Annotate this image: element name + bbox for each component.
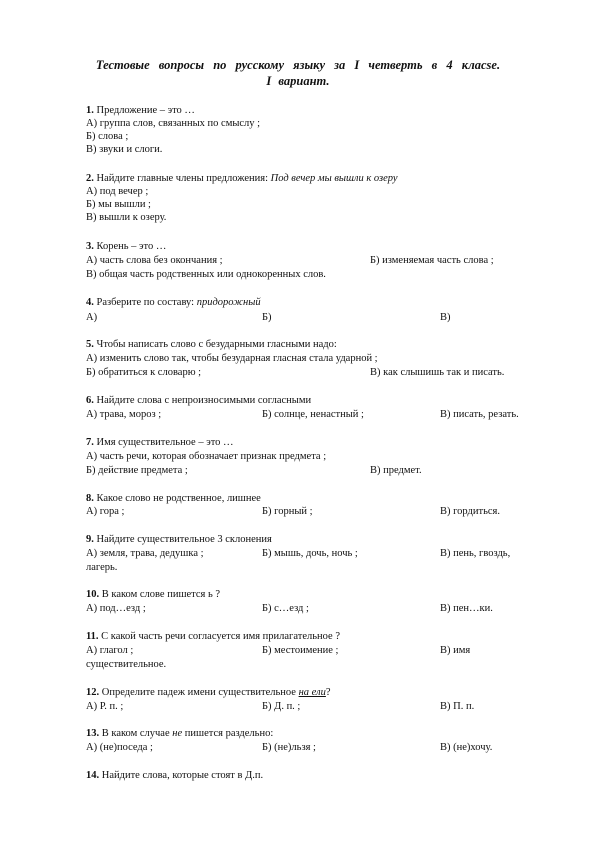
answer-a: А) трава, мороз ; xyxy=(86,409,162,420)
answer-a: А) глагол ; xyxy=(86,645,134,656)
answer-c: В) П. п. xyxy=(440,701,475,712)
answer-c: В) общая часть родственных или однокоренных слов. xyxy=(86,269,326,280)
answer-c: В) xyxy=(440,312,451,323)
answer-c: В) имя xyxy=(440,645,471,656)
answer-c: В) предмет. xyxy=(370,465,422,476)
answer-b: Б) действие предмета ; xyxy=(86,465,188,476)
question-text: 9. Найдите существительное 3 склонения xyxy=(86,534,272,545)
answer-a: А) (не)поседа ; xyxy=(86,742,153,753)
answer-b: Б) слова ; xyxy=(86,131,129,142)
answer-c: В) гордиться. xyxy=(440,506,500,517)
answer-c: В) пен…ки. xyxy=(440,603,493,614)
answer-a: А) Р. п. ; xyxy=(86,701,124,712)
question-text: 1. Предложение – это … xyxy=(86,105,195,116)
answer-a-continued: существительное. xyxy=(86,659,167,670)
answer-a: А) под…езд ; xyxy=(86,603,146,614)
answer-a: А) группа слов, связанных по смыслу ; xyxy=(86,118,261,129)
answer-c: В) (не)хочу. xyxy=(440,742,493,753)
question-text: 11. С какой часть речи согласуется имя прилагательное ? xyxy=(86,631,340,642)
answer-b: Б) мы вышли ; xyxy=(86,199,151,210)
answer-b: Б) с…езд ; xyxy=(262,603,309,614)
answer-a: А) под вечер ; xyxy=(86,186,149,197)
answer-c: В) как слышишь так и писать. xyxy=(370,367,505,378)
answer-a: А) гора ; xyxy=(86,506,125,517)
question-text: 10. В каком слове пишется ь ? xyxy=(86,589,221,600)
answer-b: Б) Д. п. ; xyxy=(262,701,301,712)
answer-a: А) xyxy=(86,312,98,323)
answer-b: Б) обратиться к словарю ; xyxy=(86,367,202,378)
question-text: 7. Имя существительное – это … xyxy=(86,437,234,448)
answer-b: Б) местоимение ; xyxy=(262,645,339,656)
answer-c: В) писать, резать. xyxy=(440,409,519,420)
title-line-1: Тестовые вопросы по русскому языку за I четверть в 4 класse. xyxy=(95,58,501,72)
answer-b: Б) мышь, дочь, ночь ; xyxy=(262,548,358,559)
answer-a: А) часть речи, которая обозначает признак предмета ; xyxy=(86,451,327,462)
question-text: 2. Найдите главные члены предложения: Под вечер мы вышли к озеру xyxy=(86,173,398,184)
answer-b: Б) (не)льзя ; xyxy=(262,742,316,753)
answer-c: В) звуки и слоги. xyxy=(86,144,163,155)
answer-b: Б) изменяемая часть слова ; xyxy=(370,255,494,266)
question-text: 13. В каком случае не пишется раздельно: xyxy=(86,728,274,739)
question-text: 4. Разберите по составу: придорожный xyxy=(86,297,261,308)
answer-a: А) часть слова без окончания ; xyxy=(86,255,223,266)
answer-c: В) вышли к озеру. xyxy=(86,212,167,223)
question-text: 12. Определите падеж имени существительное на ели? xyxy=(86,687,331,698)
answer-c: В) пень, гвоздь, xyxy=(440,548,511,559)
question-text: 5. Чтобы написать слово с безударными гласными надо: xyxy=(86,339,337,350)
question-text: 3. Корень – это … xyxy=(86,241,167,252)
answer-a-continued: лагерь. xyxy=(86,562,118,573)
answer-a: А) изменить слово так, чтобы безударная гласная стала ударной ; xyxy=(86,353,378,364)
answer-a: А) земля, трава, дедушка ; xyxy=(86,548,204,559)
question-text: 8. Какое слово не родственное, лишнее xyxy=(86,493,261,504)
question-text: 14. Найдите слова, которые стоят в Д.п. xyxy=(86,770,264,781)
question-text: 6. Найдите слова с непроизносимыми согласными xyxy=(86,395,312,406)
title-line-2: I вариант. xyxy=(266,74,330,88)
answer-b: Б) xyxy=(262,312,272,323)
answer-b: Б) солнце, ненастный ; xyxy=(262,409,364,420)
answer-b: Б) горный ; xyxy=(262,506,313,517)
